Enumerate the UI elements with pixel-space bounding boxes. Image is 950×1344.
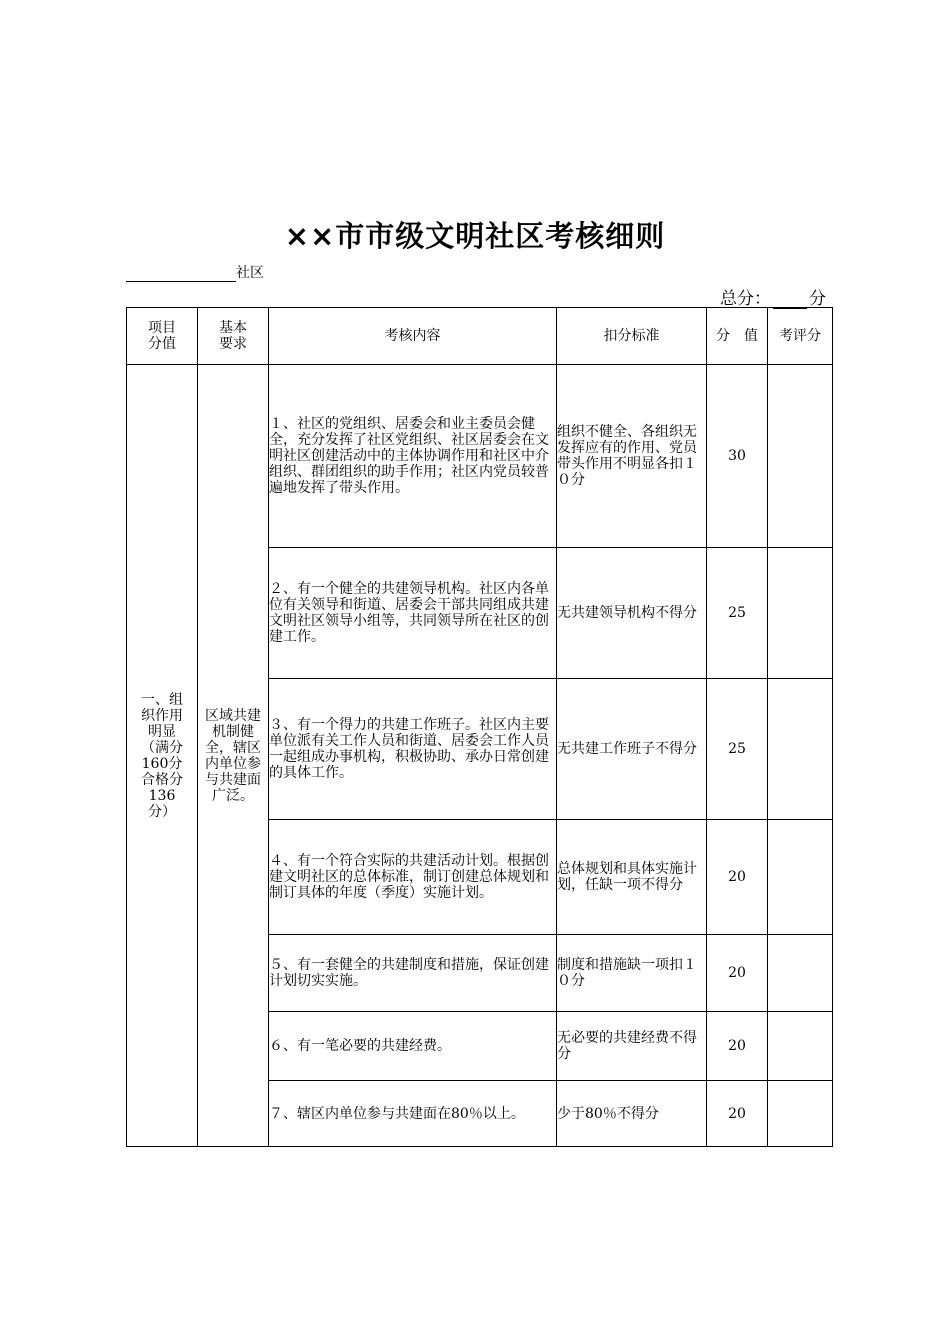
header-content: 考核内容	[269, 308, 557, 365]
criteria-cell: 制度和措施缺一项扣１０分	[557, 935, 707, 1012]
criteria-cell: 组织不健全、各组织无发挥应有的作用、党员带头作用不明显各扣１０分	[557, 365, 707, 548]
header-evaluation: 考评分	[768, 308, 833, 365]
header-criteria: 扣分标准	[557, 308, 707, 365]
score-cell: 20	[707, 820, 768, 935]
total-label: 总分：	[720, 289, 771, 309]
criteria-cell: 无共建领导机构不得分	[557, 548, 707, 679]
criteria-cell: 无共建工作班子不得分	[557, 679, 707, 820]
community-name-blank[interactable]	[126, 267, 236, 282]
content-cell: ６、有一笔必要的共建经费。	[269, 1012, 557, 1081]
evaluation-cell[interactable]	[768, 1081, 833, 1147]
score-cell: 25	[707, 679, 768, 820]
header-basic: 基本要求	[198, 308, 269, 365]
criteria-cell: 少于80％不得分	[557, 1081, 707, 1147]
evaluation-cell[interactable]	[768, 820, 833, 935]
table-row	[127, 365, 833, 548]
content-cell: ７、辖区内单位参与共建面在80％以上。	[269, 1081, 557, 1147]
evaluation-cell[interactable]	[768, 365, 833, 548]
criteria-cell: 无必要的共建经费不得分	[557, 1012, 707, 1081]
score-cell: 20	[707, 1081, 768, 1147]
header-row	[127, 308, 833, 365]
score-cell: 20	[707, 1012, 768, 1081]
evaluation-cell[interactable]	[768, 935, 833, 1012]
section-item-cell: 一、组织作用明显（满分160分合格分136分）	[127, 365, 198, 1147]
score-cell: 30	[707, 365, 768, 548]
content-cell: ５、有一套健全的共建制度和措施，保证创建计划切实实施。	[269, 935, 557, 1012]
total-unit: 分	[809, 289, 826, 309]
evaluation-cell[interactable]	[768, 548, 833, 679]
content-cell: １、社区的党组织、居委会和业主委员会健全，充分发挥了社区党组织、社区居委会在文明社区创建活动中的主体协调作用和社区中介组织、群团组织的助手作用；社区内党员较普遍地发挥了带头作用。	[269, 365, 557, 548]
score-cell: 25	[707, 548, 768, 679]
header-item: 项目分值	[127, 308, 198, 365]
community-suffix: 社区	[236, 265, 264, 281]
score-cell: 20	[707, 935, 768, 1012]
criteria-cell: 总体规划和具体实施计划，任缺一项不得分	[557, 820, 707, 935]
assessment-table	[126, 307, 833, 1147]
content-cell: ４、有一个符合实际的共建活动计划。根据创建文明社区的总体标准，制订创建总体规划和制订具体的年度（季度）实施计划。	[269, 820, 557, 935]
page-title: ××市市级文明社区考核细则	[284, 219, 666, 253]
header-score: 分 值	[707, 308, 768, 365]
community-line	[126, 262, 264, 282]
evaluation-cell[interactable]	[768, 679, 833, 820]
total-score-line	[720, 284, 826, 309]
content-cell: ２、有一个健全的共建领导机构。社区内各单位有关领导和街道、居委会干部共同组成共建文明社区领导小组等，共同领导所在社区的创建工作。	[269, 548, 557, 679]
evaluation-cell[interactable]	[768, 1012, 833, 1081]
content-cell: ３、有一个得力的共建工作班子。社区内主要单位派有关工作人员和街道、居委会工作人员一起组成办事机构，积极协助、承办日常创建的具体工作。	[269, 679, 557, 820]
section-basic-cell: 区域共建机制健全，辖区内单位参与共建面广泛。	[198, 365, 269, 1147]
